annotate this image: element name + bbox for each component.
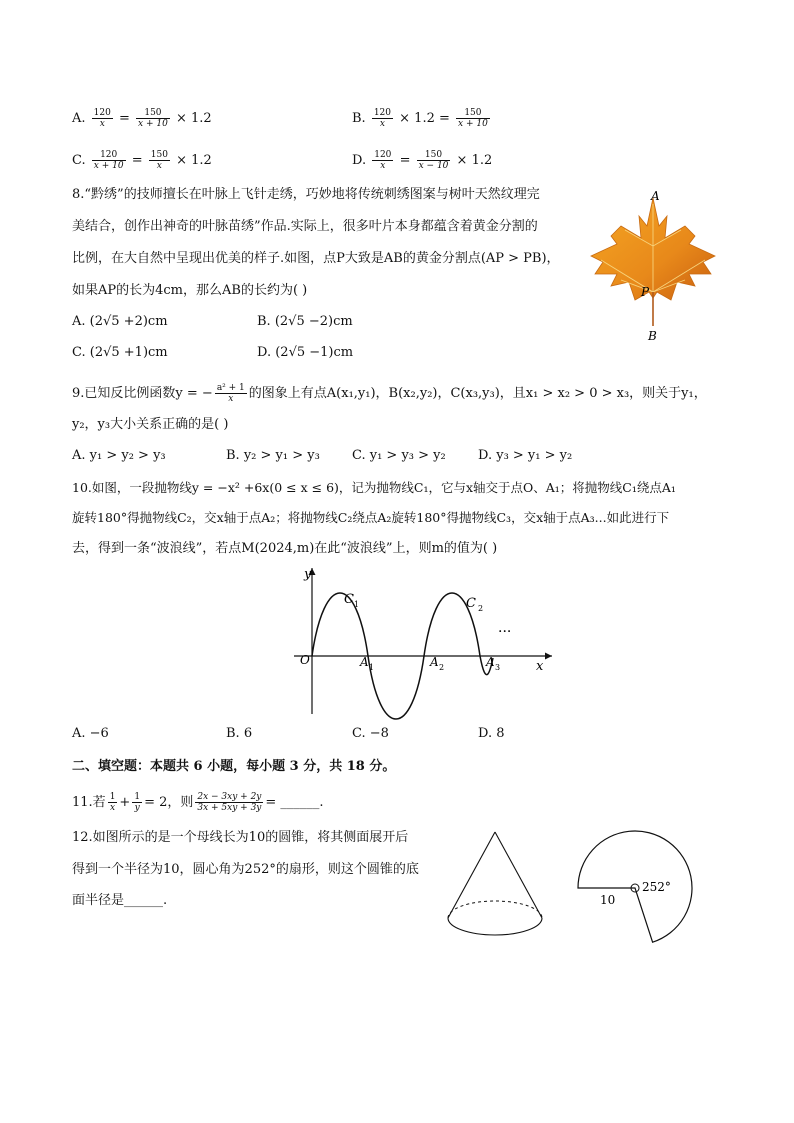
a1-sub: 1 (369, 663, 375, 672)
sector-angle-label: 252° (642, 880, 671, 894)
y-label: y (304, 567, 312, 582)
denominator: x (110, 803, 116, 813)
denominator: x (99, 119, 105, 129)
q9-line-1 (72, 383, 707, 404)
c2-label: C (466, 596, 476, 611)
q8-line-3: 比例，在大自然中呈现出优美的样子.如图，点P大致是AB的黄金分割点(AP > PB)， (72, 251, 560, 266)
q8-option-b: B. (2√5 −2)cm (257, 314, 353, 329)
x-label: x (536, 659, 544, 674)
q9-option-b: B. y₂ > y₁ > y₃ (226, 448, 320, 463)
maple-leaf-figure (585, 186, 725, 346)
sector-figure (572, 826, 702, 950)
denominator: 3x + 5xy + 3y (197, 803, 262, 813)
denominator: x + 10 (138, 119, 168, 129)
option-letter: D. (352, 153, 367, 168)
fraction (92, 108, 113, 129)
sector-radius-label: 10 (600, 893, 616, 907)
denominator: x (156, 161, 162, 171)
q12-line-3: 面半径是______. (72, 893, 168, 908)
fraction (136, 108, 170, 129)
q12-line-1: 12.如图所示的是一个母线长为10的圆锥，将其侧面展开后 (72, 830, 409, 845)
option-letter: A. (72, 111, 86, 126)
cone-figure (440, 826, 550, 946)
q8-line-2: 美结合，创作出神奇的叶脉苗绣”作品.实际上，很多叶片本身都蕴含着黄金分割的 (72, 219, 538, 234)
numerator: 1 (134, 792, 141, 802)
q11-line (72, 792, 324, 813)
fraction (417, 150, 451, 171)
fraction (108, 792, 118, 813)
denominator: x + 10 (93, 161, 124, 171)
equals: = (131, 153, 143, 168)
label-b: B (648, 329, 657, 343)
numerator: 120 (373, 108, 392, 118)
q8-option-a: A. (2√5 +2)cm (72, 314, 168, 329)
equals: = (119, 111, 130, 126)
denominator: x (379, 119, 385, 129)
denominator: x + 10 (458, 119, 488, 129)
denominator: x (380, 161, 386, 171)
q9-text-a: 9.已知反比例函数y = − (72, 386, 213, 401)
cone-base-front (448, 918, 542, 935)
q7-option-d (352, 150, 492, 171)
c2-sub: 2 (478, 604, 484, 613)
cone-left-edge (448, 832, 495, 918)
q10-line-1: 10.如图，一段抛物线y = −x² +6x(0 ≤ x ≤ 6)，记为抛物线C₁，它与x轴交于点O、A₁；将抛物线C₁绕点A₁ (72, 480, 676, 495)
numerator: 120 (374, 150, 392, 160)
numerator: 120 (93, 108, 111, 118)
option-letter: C. (72, 153, 86, 168)
fraction (92, 150, 126, 171)
a2-label: A (430, 655, 439, 669)
fraction (456, 108, 490, 129)
numerator: 150 (456, 108, 490, 119)
q11-answer-blank: = ______. (265, 795, 324, 810)
numerator: 120 (92, 150, 126, 161)
ellipsis: ··· (498, 624, 512, 640)
q12-line-2: 得到一个半径为10，圆心角为252°的扇形，则这个圆锥的底 (72, 862, 419, 877)
a3-label: A (486, 655, 495, 669)
section-2-heading: 二、填空题：本题共 6 小题，每小题 3 分，共 18 分。 (72, 759, 396, 774)
numerator: 2x − 3xy + 2y (197, 792, 262, 802)
numerator: 150 (150, 150, 168, 160)
q7-option-b (352, 108, 492, 129)
equals: = (399, 153, 411, 168)
origin-label: O (300, 653, 310, 667)
a3-sub: 3 (495, 663, 501, 672)
q7-option-c (72, 150, 212, 171)
q10-option-d: D. 8 (478, 726, 505, 741)
fraction (372, 108, 393, 129)
denominator: x − 10 (418, 161, 449, 171)
numerator: 1 (109, 792, 116, 802)
label-a: A (651, 189, 660, 203)
q8-option-c: C. (2√5 +1)cm (72, 345, 168, 360)
a2-sub: 2 (439, 663, 445, 672)
a1-label: A (360, 655, 369, 669)
q7-option-a (72, 108, 212, 129)
plus: + (119, 795, 131, 810)
q9-text-b: 的图象上有点A(x₁,y₁)，B(x₂,y₂)，C(x₃,y₃)，且x₁ > x₂ > 0 > x₃，则关于y₁， (248, 386, 707, 401)
fraction (132, 792, 142, 813)
numerator: 150 (417, 150, 451, 161)
c1-label: C (344, 592, 354, 607)
q9-option-c: C. y₁ > y₃ > y₂ (352, 448, 446, 463)
numerator: a² + 1 (216, 383, 245, 393)
sector-shape (578, 831, 692, 942)
q8-line-1: 8.“黔绣”的技师擅长在叶脉上飞针走绣，巧妙地将传统刺绣图案与树叶天然纹理完 (72, 187, 540, 202)
option-letter: B. (352, 111, 366, 126)
q8-option-d: D. (2√5 −1)cm (257, 345, 354, 360)
q10-option-c: C. −8 (352, 726, 389, 741)
q10-option-b: B. 6 (226, 726, 253, 741)
fraction (215, 383, 247, 404)
q10-line-3: 去，得到一条“波浪线”，若点M(2024,m)在此“波浪线”上，则m的值为( ) (72, 541, 498, 556)
cone-base-back (448, 901, 542, 918)
denominator: y (134, 803, 140, 813)
q9-option-a: A. y₁ > y₂ > y₃ (72, 448, 166, 463)
q10-line-2: 旋转180°得抛物线C₂，交x轴于点A₂；将抛物线C₂绕点A₂旋转180°得抛物线C₃，交x轴于点A₃...如此进行下 (72, 510, 670, 525)
wave-figure (290, 562, 560, 722)
numerator: 150 (136, 108, 170, 119)
fraction (372, 150, 393, 171)
q11-prefix: 11.若 (72, 795, 106, 810)
fraction (149, 150, 170, 171)
multiplier: × 1.2 (175, 111, 212, 126)
label-p: P (641, 285, 650, 299)
q10-option-a: A. −6 (72, 726, 109, 741)
q9-option-d: D. y₃ > y₁ > y₂ (478, 448, 573, 463)
multiplier: × 1.2 = (399, 111, 450, 126)
fraction (195, 792, 263, 813)
q11-equals: = 2，则 (144, 795, 194, 810)
multiplier: × 1.2 (176, 153, 212, 168)
denominator: x (228, 394, 234, 404)
multiplier: × 1.2 (456, 153, 493, 168)
q8-line-4: 如果AP的长为4cm，那么AB的长约为( ) (72, 283, 308, 298)
cone-right-edge (495, 832, 542, 918)
c1-sub: 1 (354, 600, 360, 609)
q9-line-2: y₂，y₃大小关系正确的是( ) (72, 417, 229, 432)
